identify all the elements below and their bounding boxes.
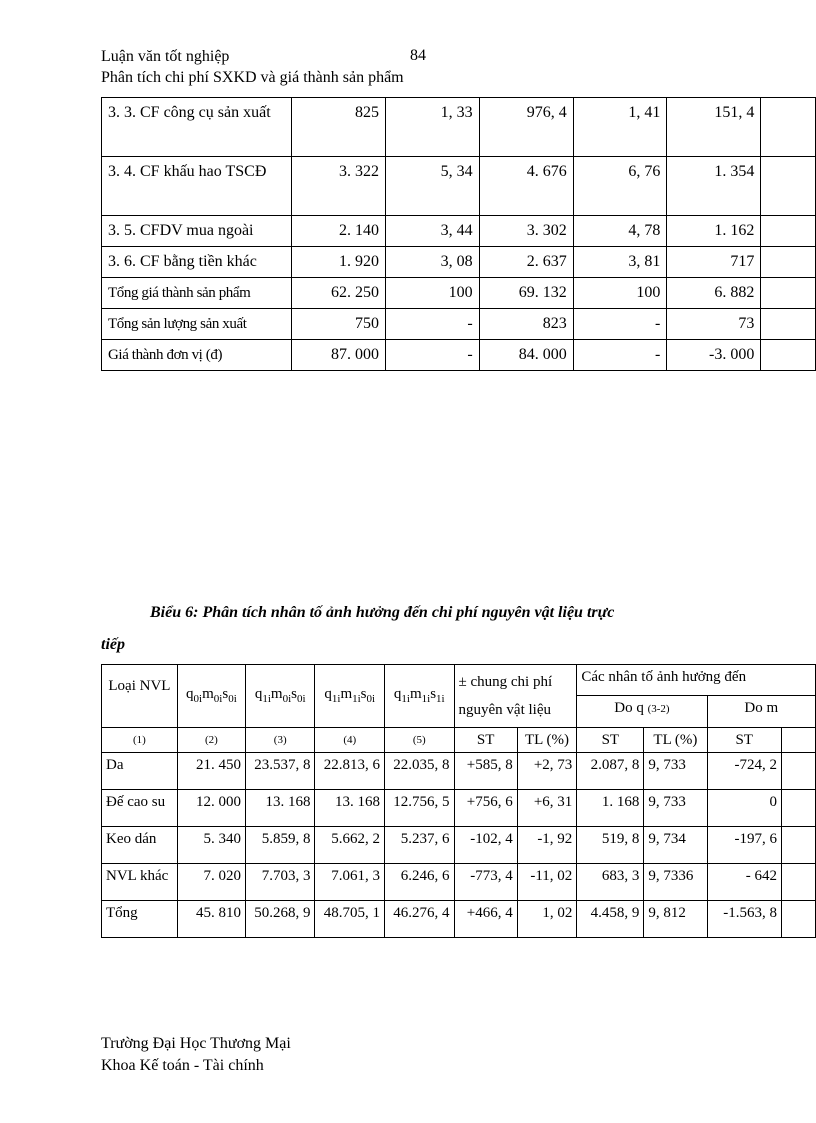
col-header-nhan-to: Các nhân tố ảnh hưởng đến xyxy=(577,665,816,696)
table-row xyxy=(102,340,816,371)
table-cell: 3. 5. CFDV mua ngoài xyxy=(102,216,292,247)
table-row xyxy=(102,864,816,901)
table-cell xyxy=(781,790,815,827)
col-header-chung: ± chung chi phí nguyên vật liệu xyxy=(454,665,577,728)
table-cell: 7. 020 xyxy=(177,864,245,901)
col-no-4: (4) xyxy=(315,728,385,753)
table-cell xyxy=(781,753,815,790)
col-no-1: (1) xyxy=(102,728,178,753)
table-cell: 2.087, 8 xyxy=(577,753,644,790)
table-cell: 5.237, 6 xyxy=(384,827,454,864)
table-cell: 45. 810 xyxy=(177,901,245,938)
table-cell: 9, 733 xyxy=(644,753,707,790)
table-cell: 46.276, 4 xyxy=(384,901,454,938)
table-row xyxy=(102,157,816,216)
table-cell: +466, 4 xyxy=(454,901,517,938)
table-cell: 13. 168 xyxy=(245,790,315,827)
table-cell: 519, 8 xyxy=(577,827,644,864)
col-header-tl: TL (%) xyxy=(517,728,577,753)
table-cell: 976, 4 xyxy=(479,98,573,157)
table-cell: 22.813, 6 xyxy=(315,753,385,790)
table-cell: 9, 733 xyxy=(644,790,707,827)
table-cell: +756, 6 xyxy=(454,790,517,827)
table-cell xyxy=(781,827,815,864)
table-cell: 151, 4 xyxy=(667,98,761,157)
table-cell: -773, 4 xyxy=(454,864,517,901)
col-header-m-tl xyxy=(781,728,815,753)
table-cell: 6.246, 6 xyxy=(384,864,454,901)
table-cell: 3. 3. CF công cụ sản xuất xyxy=(102,98,292,157)
table-cell: 823 xyxy=(479,309,573,340)
table-cell: 23.537, 8 xyxy=(245,753,315,790)
table-cell: 3. 4. CF khấu hao TSCĐ xyxy=(102,157,292,216)
footer-school: Trường Đại Học Thương Mại xyxy=(101,1035,291,1052)
table-cell: 1. 162 xyxy=(667,216,761,247)
table-cell: 62. 250 xyxy=(292,278,386,309)
table-cell: -1, 92 xyxy=(517,827,577,864)
col-header-m-st: ST xyxy=(707,728,781,753)
table-cell xyxy=(761,98,816,157)
table-cell: 6. 882 xyxy=(667,278,761,309)
table-cell: 1, 41 xyxy=(573,98,667,157)
table-row xyxy=(102,790,816,827)
table-cell: -3. 000 xyxy=(667,340,761,371)
table-cell: 7.703, 3 xyxy=(245,864,315,901)
table-caption-cont: tiếp xyxy=(101,636,125,653)
table-cell: +585, 8 xyxy=(454,753,517,790)
table-cell: 5.662, 2 xyxy=(315,827,385,864)
col-header-st: ST xyxy=(454,728,517,753)
col-no-3: (3) xyxy=(245,728,315,753)
table-cell: 1. 920 xyxy=(292,247,386,278)
table-cell: 5, 34 xyxy=(386,157,480,216)
table-cell: Tổng giá thành sản phẩm xyxy=(102,278,292,309)
table-cell: 3, 08 xyxy=(386,247,480,278)
table-cell: - xyxy=(386,340,480,371)
material-factor-table xyxy=(101,664,816,938)
table-cell: Giá thành đơn vị (đ) xyxy=(102,340,292,371)
table-cell: 4, 78 xyxy=(573,216,667,247)
table-row xyxy=(102,309,816,340)
table-cell: +2, 73 xyxy=(517,753,577,790)
table-cell xyxy=(761,157,816,216)
table-cell: 1. 168 xyxy=(577,790,644,827)
col-header-q1m0s0: $q_{1i}m_{0i}s_{0i}$ xyxy=(245,665,315,728)
table-cell: 825 xyxy=(292,98,386,157)
table-cell xyxy=(761,247,816,278)
table-cell: 50.268, 9 xyxy=(245,901,315,938)
col-header-q1m1s1: $q_{1i}m_{1i}s_{1i}$ xyxy=(384,665,454,728)
table-cell xyxy=(761,340,816,371)
table-cell: 48.705, 1 xyxy=(315,901,385,938)
col-header-do-q: Do q (3-2) xyxy=(577,695,707,727)
table-cell: 3, 44 xyxy=(386,216,480,247)
table-cell: Đế cao su xyxy=(102,790,178,827)
table-cell: Tổng sản lượng sản xuất xyxy=(102,309,292,340)
table-cell: Tổng xyxy=(102,901,178,938)
table-cell: NVL khác xyxy=(102,864,178,901)
table-cell: 683, 3 xyxy=(577,864,644,901)
table-cell: 13. 168 xyxy=(315,790,385,827)
table-cell: 84. 000 xyxy=(479,340,573,371)
table-row xyxy=(102,98,816,157)
table-cell: 73 xyxy=(667,309,761,340)
table-cell: 12. 000 xyxy=(177,790,245,827)
table-cell: 9, 812 xyxy=(644,901,707,938)
table-cell: -197, 6 xyxy=(707,827,781,864)
table-cell xyxy=(761,309,816,340)
table-cell: - xyxy=(573,309,667,340)
col-header-loai: Loại NVL xyxy=(102,665,178,728)
table-row xyxy=(102,901,816,938)
col-header-q-st: ST xyxy=(577,728,644,753)
table-cell: - 642 xyxy=(707,864,781,901)
col-header-q0m0s0: $q_{0i}m_{0i}s_{0i}$ xyxy=(177,665,245,728)
table-cell: Da xyxy=(102,753,178,790)
table-cell: 3. 322 xyxy=(292,157,386,216)
table-cell: 12.756, 5 xyxy=(384,790,454,827)
table-cell: 22.035, 8 xyxy=(384,753,454,790)
table-row xyxy=(102,827,816,864)
table-cell: 4. 676 xyxy=(479,157,573,216)
table-cell: 717 xyxy=(667,247,761,278)
table-cell xyxy=(761,278,816,309)
header-subtitle: Phân tích chi phí SXKD và giá thành sản phẩm xyxy=(101,69,404,86)
table-cell: 4.458, 9 xyxy=(577,901,644,938)
header-title: Luận văn tốt nghiệp xyxy=(101,48,230,65)
col-header-do-m: Do m xyxy=(707,695,816,727)
table-cell: 21. 450 xyxy=(177,753,245,790)
table-cell: 3, 81 xyxy=(573,247,667,278)
table-cell: - xyxy=(573,340,667,371)
table-cell: +6, 31 xyxy=(517,790,577,827)
table-cell: 100 xyxy=(573,278,667,309)
table-cell: 9, 734 xyxy=(644,827,707,864)
table-cell: 3. 6. CF bằng tiền khác xyxy=(102,247,292,278)
table-cell: -1.563, 8 xyxy=(707,901,781,938)
table-cell: 5.859, 8 xyxy=(245,827,315,864)
table-row xyxy=(102,216,816,247)
footer-faculty: Khoa Kế toán - Tài chính xyxy=(101,1057,264,1074)
table-cell: 2. 637 xyxy=(479,247,573,278)
table-cell: 1, 02 xyxy=(517,901,577,938)
table-cell: 100 xyxy=(386,278,480,309)
table-cell: 9, 7336 xyxy=(644,864,707,901)
table-cell xyxy=(761,216,816,247)
col-no-5: (5) xyxy=(384,728,454,753)
table-cell: -102, 4 xyxy=(454,827,517,864)
table-cell xyxy=(781,864,815,901)
table-cell: 750 xyxy=(292,309,386,340)
table-cell: 3. 302 xyxy=(479,216,573,247)
table-cell: 1. 354 xyxy=(667,157,761,216)
table-cell: 5. 340 xyxy=(177,827,245,864)
col-header-q1m1s0: $q_{1i}m_{1i}s_{0i}$ xyxy=(315,665,385,728)
table-cell: 2. 140 xyxy=(292,216,386,247)
table-cell: -724, 2 xyxy=(707,753,781,790)
table-cell: 0 xyxy=(707,790,781,827)
table-caption: Biểu 6: Phân tích nhân tố ảnh hưởng đến chi phí nguyên vật liệu trực xyxy=(150,604,615,621)
col-no-2: (2) xyxy=(177,728,245,753)
table-cell xyxy=(781,901,815,938)
table-cell: - xyxy=(386,309,480,340)
table-row xyxy=(102,278,816,309)
table-cell: 69. 132 xyxy=(479,278,573,309)
table-cell: 87. 000 xyxy=(292,340,386,371)
table-row xyxy=(102,753,816,790)
col-header-q-tl: TL (%) xyxy=(644,728,707,753)
page-number: 84 xyxy=(410,47,426,64)
table-row xyxy=(102,247,816,278)
table-cell: 1, 33 xyxy=(386,98,480,157)
table-cell: 6, 76 xyxy=(573,157,667,216)
cost-table xyxy=(101,97,816,371)
table-cell: -11, 02 xyxy=(517,864,577,901)
table-cell: 7.061, 3 xyxy=(315,864,385,901)
table-cell: Keo dán xyxy=(102,827,178,864)
